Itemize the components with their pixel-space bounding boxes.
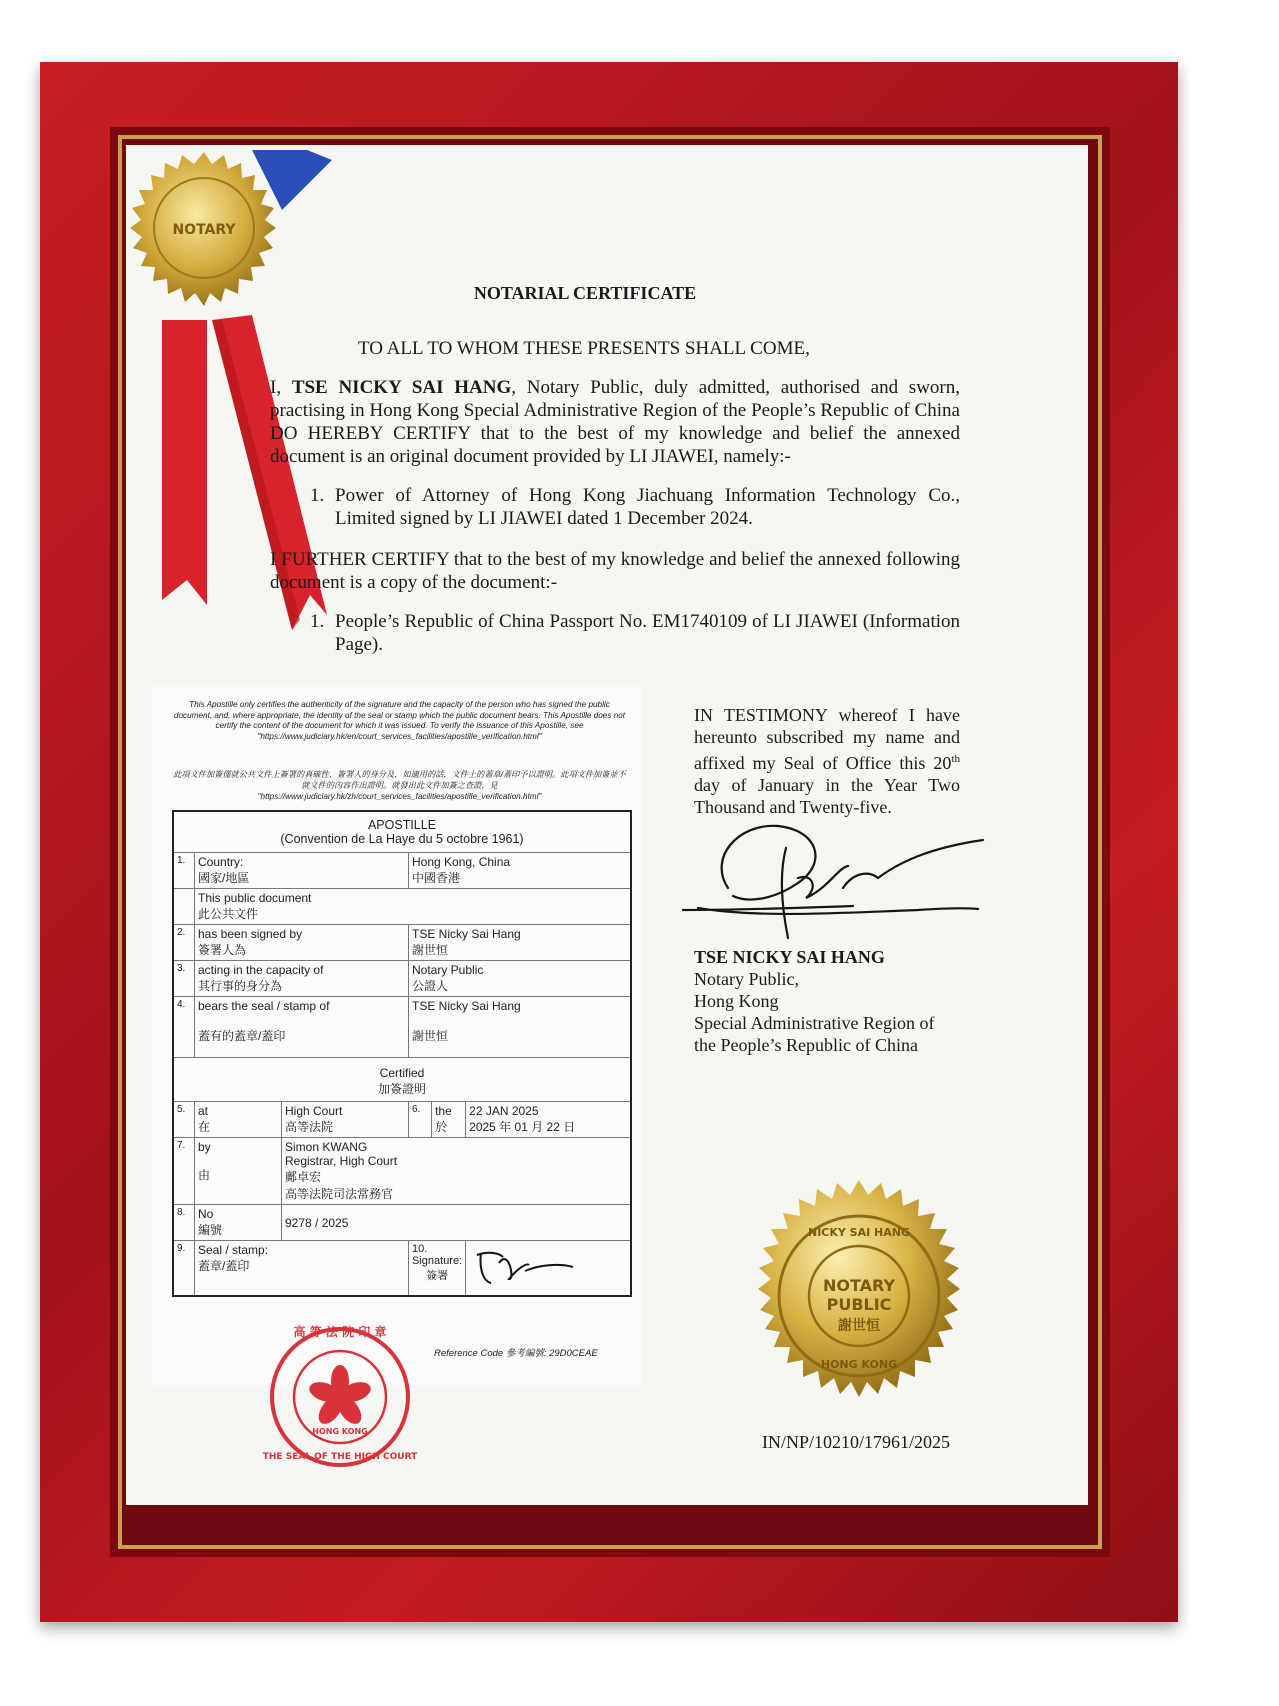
high-court-seal-icon	[250, 1322, 430, 1472]
signer-name: TSE NICKY SAI HANG	[694, 947, 885, 967]
table-row	[173, 997, 631, 1058]
seal-center-text: NOTARY	[172, 222, 236, 238]
row-value	[466, 1102, 631, 1138]
label-en: acting in the capacity of	[198, 963, 324, 977]
apostille-note-english: This Apostille only certifies the authenticity of the signature and the capacity of the person who has signed the public document, and, where appropriate, the identity of the seal or stamp which the public document bears. This Apostille does not certify the content of the document for which it was issued. To verify the issuance of this Apostille, see "https://www.judiciary.hk/en/court_services_facilities/apostille_verification.html"	[173, 700, 626, 741]
value-en: 22 JAN 2025	[469, 1104, 539, 1118]
intro-rest: , Notary Public, duly admitted, authorised and sworn, practising in Hong Kong Special Administrative Region of the People’s Republic of China DO HEREBY CERTIFY that to the best of my knowledge and belief the annexed document is an original document provided by LI JIAWEI, namely:-	[270, 377, 960, 467]
seal-chinese-text: 謝世恒	[838, 1318, 880, 1334]
row-number: 6.	[409, 1102, 432, 1138]
certificate-body	[270, 282, 960, 656]
row-value	[409, 961, 632, 997]
registrar-signature-icon	[469, 1243, 579, 1287]
original-document-item	[310, 484, 960, 530]
value-en: High Court	[285, 1104, 343, 1118]
certified-row	[173, 1058, 631, 1102]
row-label	[195, 889, 632, 925]
value-zh: 謝世恒	[412, 1029, 449, 1043]
apostille-certificate	[152, 685, 642, 1385]
seal-public-text: PUBLIC	[826, 1295, 892, 1314]
label-en: bears the seal / stamp of	[198, 999, 330, 1013]
seal-notary-text: NOTARY	[822, 1276, 896, 1295]
value-zh: 中國香港	[412, 871, 461, 885]
label-en: the	[435, 1104, 452, 1118]
label-zh: 國家/地區	[198, 871, 250, 885]
seal-bottom-text: HONG KONG	[820, 1358, 898, 1371]
notary-signature-icon	[678, 818, 998, 948]
row-value	[409, 997, 632, 1058]
label-en: at	[198, 1104, 209, 1118]
label-zh: 此公共文件	[198, 907, 259, 921]
label-zh: 其行事的身分為	[198, 979, 283, 993]
row-number: 1.	[173, 853, 195, 889]
label-zh: 於	[435, 1120, 448, 1134]
value-en: Notary Public	[412, 963, 484, 977]
label-zh: 簽署	[426, 1270, 449, 1282]
value-en: Simon KWANG	[285, 1140, 368, 1154]
label-en: has been signed by	[198, 927, 303, 941]
value-zh-2: 高等法院司法常務官	[285, 1187, 394, 1201]
row-label	[195, 1241, 409, 1297]
item-text: Power of Attorney of Hong Kong Jiachuang Information Technology Co., Limited signed by LI JIAWEI dated 1 December 2024.	[335, 485, 960, 529]
row-value	[282, 1102, 409, 1138]
copy-document-item	[310, 610, 960, 656]
further-certify-paragraph: I FURTHER CERTIFY that to the best of my knowledge and belief the annexed following document is a copy of the document:-	[270, 549, 960, 593]
row-number: 5.	[173, 1102, 195, 1138]
label-zh: 在	[198, 1120, 211, 1134]
signer-title: Notary Public,	[694, 969, 799, 989]
signer-country: the People’s Republic of China	[694, 1035, 918, 1055]
row-number: 10.	[412, 1243, 428, 1255]
registrar-signature-cell	[466, 1241, 631, 1297]
seal-chinese-title: 高 等 法 院 印 章	[293, 1325, 387, 1339]
row-value	[409, 925, 632, 961]
row-number: 2.	[173, 925, 195, 961]
value-zh: 鄺卓宏	[285, 1170, 322, 1184]
certified-label-zh: 加簽證明	[377, 1082, 426, 1096]
signer-location: Hong Kong	[694, 991, 779, 1011]
notary-name-bold: TSE NICKY SAI HANG	[291, 377, 512, 398]
row-label	[195, 1138, 282, 1205]
item-number: 1.	[310, 485, 325, 506]
salutation: TO ALL TO WHOM THESE PRESENTS SHALL COME,	[358, 338, 810, 359]
value-zh: 公證人	[412, 979, 449, 993]
value-en: TSE Nicky Sai Hang	[412, 999, 521, 1013]
label-en: No	[198, 1207, 214, 1221]
label-en: Signature:	[412, 1255, 463, 1267]
table-row	[173, 1138, 631, 1205]
gold-notary-seal-icon	[752, 1178, 966, 1414]
row-label	[195, 961, 409, 997]
table-row	[173, 925, 631, 961]
value-zh: 2025 年 01 月 22 日	[469, 1120, 576, 1134]
seal-top-text: NICKY SAI HANG	[807, 1226, 911, 1239]
label-zh: 蓋有的蓋章/蓋印	[198, 1029, 286, 1043]
label-zh: 蓋章/蓋印	[198, 1259, 250, 1273]
notarial-reference-number: IN/NP/10210/17961/2025	[762, 1432, 951, 1452]
label-en: Seal / stamp:	[198, 1243, 269, 1257]
seal-center-text: HONG KONG	[312, 1427, 368, 1436]
intro-paragraph	[270, 376, 960, 468]
apostille-reference-code: Reference Code 參考編號: 29D0CEAE	[434, 1348, 598, 1359]
signer-block	[694, 946, 974, 1056]
row-number: 7.	[173, 1138, 195, 1205]
certified-label: Certified	[379, 1066, 425, 1080]
row-number: 3.	[173, 961, 195, 997]
item-text: People’s Republic of China Passport No. EM1740109 of LI JIAWEI (Information Page).	[335, 611, 960, 655]
row-value	[409, 853, 632, 889]
row-label	[195, 925, 409, 961]
seal-ring-english: THE SEAL OF THE HIGH COURT	[262, 1452, 418, 1462]
label-zh: 簽署人為	[198, 943, 247, 957]
apostille-heading: APOSTILLE	[367, 818, 437, 832]
apostille-note-chinese: 此項文件加簽僅就公共文件上簽署的真確性、簽署人的身分及，如適用的話，文件上的蓋章/蓋印予以證明。此項文件加簽並不就文件的內容作出證明。就發出此文件加簽之查證，見 "https://www.judiciary.hk/zh/court_services_facilities/apostille_verification.html"	[173, 770, 626, 801]
apostille-heading-row	[173, 811, 631, 853]
apostille-table	[172, 810, 632, 1297]
table-row	[173, 1102, 631, 1138]
gold-notary-seal-icon	[124, 152, 294, 342]
row-value: 9278 / 2025	[282, 1205, 632, 1241]
value-zh: 高等法院	[285, 1120, 334, 1134]
value-en: TSE Nicky Sai Hang	[412, 927, 521, 941]
label-zh: 由	[198, 1168, 211, 1182]
label-en: Country:	[198, 855, 244, 869]
row-number: 4.	[173, 997, 195, 1058]
row-number: 8.	[173, 1205, 195, 1241]
row-value	[282, 1138, 632, 1205]
label-en: This public document	[198, 891, 312, 905]
row-label	[195, 997, 409, 1058]
row-label	[195, 1205, 282, 1241]
row-label	[195, 1102, 282, 1138]
value-en-2: Registrar, High Court	[285, 1154, 398, 1168]
table-row	[173, 1205, 631, 1241]
label-en: by	[198, 1140, 211, 1154]
value-en: Hong Kong, China	[412, 855, 511, 869]
table-row	[173, 853, 631, 889]
testimony-paragraph	[694, 704, 960, 818]
table-row	[173, 1241, 631, 1297]
item-number: 1.	[310, 611, 325, 632]
intro-prefix: I,	[270, 377, 292, 398]
row-label	[432, 1102, 466, 1138]
row-label	[195, 853, 409, 889]
value-zh: 謝世恒	[412, 943, 449, 957]
signer-region: Special Administrative Region of	[694, 1013, 935, 1033]
signature-label	[409, 1241, 466, 1297]
table-row	[173, 889, 631, 925]
apostille-convention: (Convention de La Haye du 5 octobre 1961)	[280, 832, 524, 846]
testimony-text-end: day of January in the Year Two Thousand and Twenty-five.	[694, 775, 960, 817]
row-number: 9.	[173, 1241, 195, 1297]
testimony-text: IN TESTIMONY whereof I have hereunto subscribed my name and affixed my Seal of Office this 20	[694, 705, 960, 773]
label-zh: 編號	[198, 1223, 223, 1237]
testimony-superscript: th	[951, 753, 960, 765]
certificate-title: NOTARIAL CERTIFICATE	[473, 283, 697, 303]
table-row	[173, 961, 631, 997]
